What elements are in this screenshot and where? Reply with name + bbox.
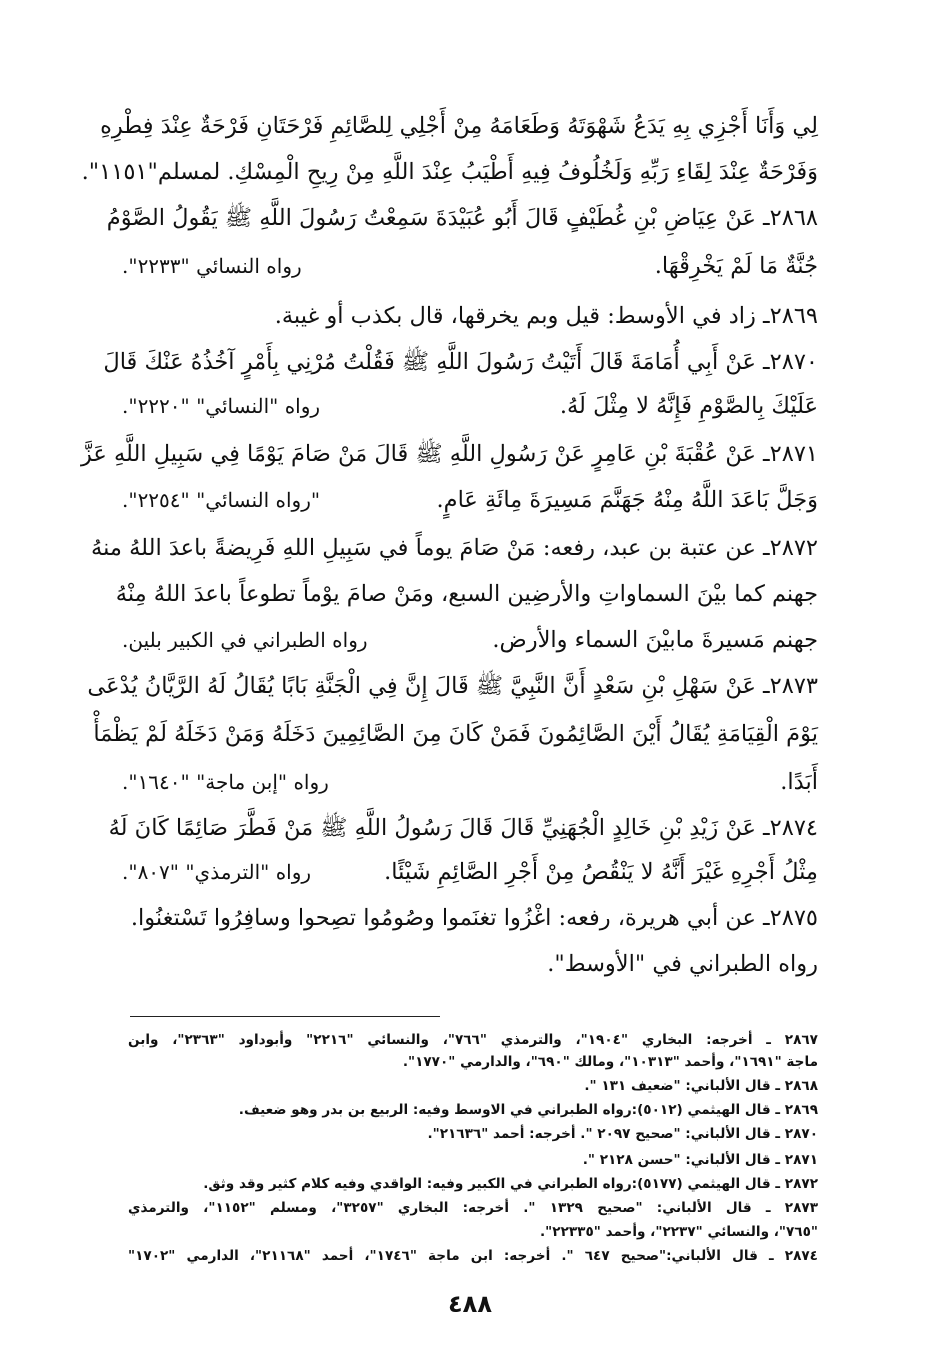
hadith-2873-line-2 [93, 712, 818, 756]
hadith-2873-line-3 [122, 760, 818, 804]
line-text: ٢٨٧٢ـ عن عتبة بن عبد، رفعه: مَنْ صَامَ يوماً في سَبِيلِ اللهِ فَرِيضةً باعدَ اللهُ منهُ [91, 535, 818, 561]
line-text: مِثْلُ أَجْرِهِ غَيْرَ أَنَّهُ لا يَنْقُصُ مِنْ أَجْرِ الصَّائِمِ شَيْئًا. [384, 859, 818, 885]
line-text: أَبَدًا. [780, 769, 818, 795]
hadith-source: رواه "إبن ماجة" "١٦٤٠". [122, 770, 329, 794]
hadith-2870-line-2 [122, 384, 818, 428]
page-number: ٤٨٨ [448, 1290, 492, 1318]
hadith-2873-line-1 [87, 664, 818, 708]
footnote-2873-line-1: ٢٨٧٣ ـ قال الألباني: "صحيح ١٣٢٩ ". أخرجه: البخاري "٣٢٥٧"، ومسلم "١١٥٢"، والترمذي [128, 1200, 818, 1216]
line-text: عَلَيْكَ بِالصَّوْمِ فَإِنَّهُ لا مِثْلَ لَهُ. [559, 393, 818, 419]
hadith-source: رواه الطبراني في الكبير بلين. [122, 628, 368, 652]
footnote-2867-line-2: ماجة "١٦٩١"، وأحمد "١٠٣١٣"، ومالك "٦٩٠"، والدارمي "١٧٧٠". [402, 1054, 818, 1070]
footnote-2872: ٢٨٧٢ ـ قال الهيثمي (٥١٧٧):رواه الطبراني في الكبير وفيه: الواقدي وفيه كلام كثير وقد وثق. [203, 1176, 818, 1192]
line-text: ٢٨٦٨ـ عَنْ عِيَاضِ بْنِ غُطَيْفٍ قَالَ أَبُو عُبَيْدَةَ سَمِعْتُ رَسُولَ اللَّهِ ﷺ يَقُولُ الصَّوْمُ [106, 205, 818, 231]
hadith-2870-line-1 [103, 340, 818, 384]
hadith-source: رواه "النسائي" "٢٢٢٠". [122, 394, 321, 418]
footnote-separator [130, 1016, 440, 1017]
hadith-2871-line-1 [80, 432, 818, 476]
hadith-2872-line-2 [115, 572, 818, 616]
footnote-2867-line-1: ٢٨٦٧ ـ أخرجه: البخاري "١٩٠٤"، والترمذي "٧٦٦"، والنسائي "٢٢١٦" وأبوداود "٢٣٦٣"، وابن [128, 1032, 818, 1048]
hadith-2868-line-1 [106, 196, 818, 240]
hadith-2868-line-2 [122, 244, 818, 288]
footnote-2868: ٢٨٦٨ ـ قال الألباني: "ضعيف ١٣١ ". [584, 1078, 818, 1094]
line-text: جُنَّةٌ مَا لَمْ يَخْرِقْهَا. [654, 253, 818, 279]
hadith-2871-line-2 [122, 478, 818, 522]
hadith-2874-line-2 [122, 850, 818, 894]
hadith-2874-line-1 [108, 806, 818, 850]
line-text: ٢٨٧٤ـ عَنْ زَيْدِ بْنِ خَالِدٍ الْجُهَنِيِّ قَالَ قَالَ رَسُولُ اللَّهِ ﷺ مَنْ فَطَّرَ صَائِمًا كَانَ لَهُ [108, 815, 818, 841]
line-text: ٢٨٧٥ـ عن أبي هريرة، رفعه: اغْزُوا تغنَموا وصُومُوا تصِحوا وسافِرُوا تَسْتغنُوا. [130, 905, 818, 931]
footnote-2874: ٢٨٧٤ ـ قال الألباني:"صحيح ٦٤٧ ". أخرجه: ابن ماجة "١٧٤٦"، أحمد "٢١١٦٨"، الدارمي "١٧٠٢" [128, 1248, 818, 1264]
hadith-2875-line-2 [122, 942, 818, 986]
text-line-2 [81, 150, 818, 194]
hadith-source: "رواه النسائي" "٢٢٥٤". [122, 488, 321, 512]
line-text: وَجَلَّ بَاعَدَ اللَّهُ مِنْهُ جَهَنَّمَ مَسِيرَةَ مِائَةِ عَامٍ. [436, 487, 818, 513]
line-text: رواه الطبراني في "الأوسط". [547, 951, 818, 977]
hadith-2872-line-1 [91, 526, 818, 570]
footnote-2871: ٢٨٧١ ـ قال الألباني: "حسن ٢١٢٨ ". [582, 1152, 818, 1168]
line-text: لِي وَأَنَا أَجْزِي بِهِ يَدَعُ شَهْوَتَهُ وَطَعَامَهُ مِنْ أَجْلِي لِلصَّائِمِ فَرْحَتَانِ فَرْحَةٌ عِنْدَ فِطْرِهِ [100, 113, 818, 139]
line-text: جهنم مَسيرةَ مابيْنَ السماء والأرض. [492, 627, 818, 653]
line-text: ٢٨٧٠ـ عَنْ أَبِي أُمَامَةَ قَالَ أَتَيْتُ رَسُولَ اللَّهِ ﷺ فَقُلْتُ مُرْنِي بِأَمْرٍ آخُذُهُ عَنْكَ قَالَ [103, 349, 818, 375]
line-text: جهنم كما بيْنَ السماواتِ والأرضِين السبع، ومَنْ صامَ يوْماً تطوعاً باعدَ اللهُ مِنْهُ [115, 581, 818, 607]
hadith-source: رواه النسائي "٢٢٣٣". [122, 254, 302, 278]
hadith-2872-line-3 [122, 618, 818, 662]
line-text: ٢٨٧٣ـ عَنْ سَهْلِ بْنِ سَعْدٍ أَنَّ النَّبِيَّ ﷺ قَالَ إِنَّ فِي الْجَنَّةِ بَابًا يُقَالُ لَهُ الرَّيَّانُ يُدْعَى [87, 673, 818, 699]
line-text: ٢٨٧١ـ عَنْ عُقْبَةَ بْنِ عَامِرٍ عَنْ رَسُولِ اللَّهِ ﷺ قَالَ مَنْ صَامَ يَوْمًا فِي سَبِيلِ اللَّهِ عَزَّ [80, 441, 818, 467]
footnote-2870: ٢٨٧٠ ـ قال الألباني: "صحيح ٢٠٩٧ ". أخرجه: أحمد "٢١٦٣٦". [427, 1126, 818, 1142]
hadith-2869-line-1 [122, 294, 818, 338]
text-line-1 [100, 104, 818, 148]
footnote-2873-line-2: "٧٦٥"، والنسائي "٢٢٣٧"، وأحمد "٢٢٣٣٥". [540, 1224, 818, 1240]
line-text: يَوْمَ الْقِيَامَةِ يُقَالُ أَيْنَ الصَّائِمُونَ فَمَنْ كَانَ مِنَ الصَّائِمِينَ دَخَلَهُ وَمَنْ دَخَلَهُ لَمْ يَظْمَأْ [93, 721, 818, 747]
hadith-2875-line-1 [122, 896, 818, 940]
footnote-2869: ٢٨٦٩ ـ قال الهيثمي (٥٠١٢):رواه الطبراني في الاوسط وفيه: الربيع بن بدر وهو ضعيف. [238, 1102, 818, 1118]
line-text: وَفَرْحَةٌ عِنْدَ لِقَاءِ رَبِّهِ وَلَخُلُوفُ فِيهِ أَطْيَبُ عِنْدَ اللَّهِ مِنْ رِيحِ الْمِسْكِ. لمسلم"١١٥١". [81, 159, 818, 185]
hadith-source: رواه "الترمذي" "٨٠٧". [122, 860, 312, 884]
line-text: ٢٨٦٩ـ زاد في الأوسط: قيل وبم يخرقها، قال بكذب أو غيبة. [274, 303, 818, 329]
